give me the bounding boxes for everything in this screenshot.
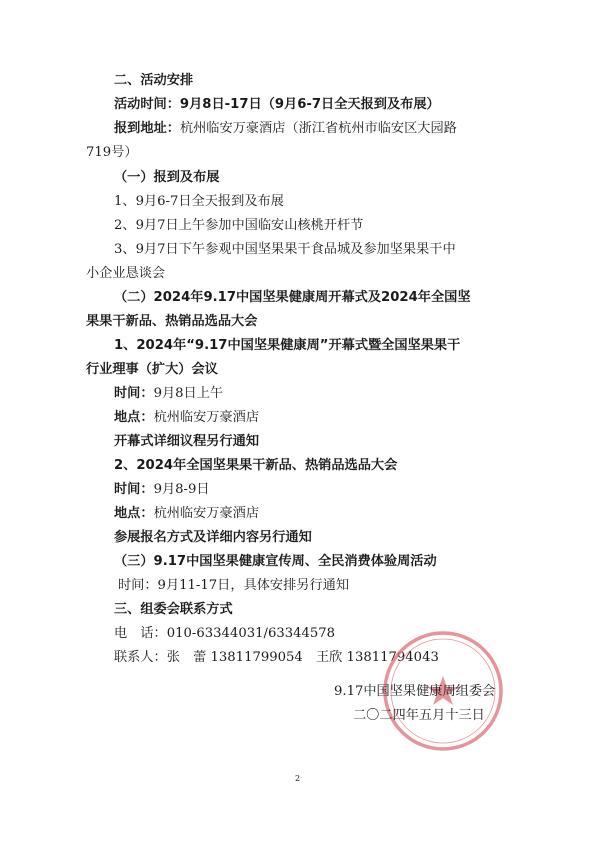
selection-time: [114, 482, 210, 498]
page-number: 2: [294, 774, 301, 783]
opening-time-value: 9月8日上午: [153, 386, 224, 401]
checkin-address-value: 杭州临安万豪酒店（浙江省杭州市临安区大园路: [179, 121, 457, 136]
signature-organizer: 9.17中国坚果健康周组委会: [334, 684, 496, 699]
opening-place-value: 杭州临安万豪酒店: [153, 410, 260, 425]
promotion-time: 时间：9月11-17日，具体安排另行通知: [118, 578, 350, 593]
checkin-item-3-cont: 小企业恳谈会: [86, 266, 166, 281]
selection-place-value: 杭州临安万豪酒店: [153, 506, 260, 521]
selection-place: [114, 506, 259, 522]
contact-phone: 电 话：010-63344031/63344578: [114, 626, 336, 641]
opening-time: [114, 386, 223, 402]
checkin-item-2: 2、9月7日上午参加中国临安山核桃开杆节: [114, 218, 364, 233]
checkin-address-label: 报到地址：: [114, 121, 180, 136]
opening-place: [114, 410, 259, 426]
checkin-address: [114, 121, 457, 137]
checkin-item-1: 1、9月6-7日全天报到及布展: [114, 194, 284, 209]
opening-place-label: 地点：: [114, 410, 154, 425]
opening-item-1-cont: 行业理事（扩大）会议: [86, 362, 218, 377]
contact-persons: 联系人：张 蕾 13811799054 王欣 13811794043: [114, 650, 439, 665]
subheading-checkin: （一）报到及布展: [114, 170, 220, 185]
section-heading-activity: 二、活动安排: [114, 73, 194, 88]
opening-item-1: 1、2024年“9.17中国坚果健康周”开幕式暨全国坚果果干: [114, 338, 461, 353]
selection-item-2: 2、2024年全国坚果果干新品、热销品选品大会: [114, 458, 398, 473]
selection-time-label: 时间：: [114, 482, 154, 497]
activity-time: 活动时间：9月8日-17日（9月6-7日全天报到及布展）: [114, 97, 440, 112]
selection-place-label: 地点：: [114, 506, 154, 521]
signature-date: 二〇二四年五月十三日: [353, 708, 485, 723]
subheading-opening-cont: 果果干新品、热销品选品大会: [86, 314, 258, 329]
registration-note: 参展报名方式及详细内容另行通知: [114, 530, 312, 545]
selection-time-value: 9月8-9日: [153, 482, 210, 497]
subheading-opening: （二）2024年9.17中国坚果健康周开幕式及2024年全国坚: [114, 290, 471, 305]
checkin-item-3: 3、9月7日下午参观中国坚果果干食品城及参加坚果果干中: [114, 242, 456, 257]
checkin-address-cont: 719号）: [86, 145, 138, 160]
subheading-promotion-week: （三）9.17中国坚果健康宣传周、全民消费体验周活动: [114, 554, 437, 569]
opening-agenda-note: 开幕式详细议程另行通知: [114, 434, 260, 449]
opening-time-label: 时间：: [114, 386, 154, 401]
section-heading-contact: 三、组委会联系方式: [114, 602, 233, 617]
